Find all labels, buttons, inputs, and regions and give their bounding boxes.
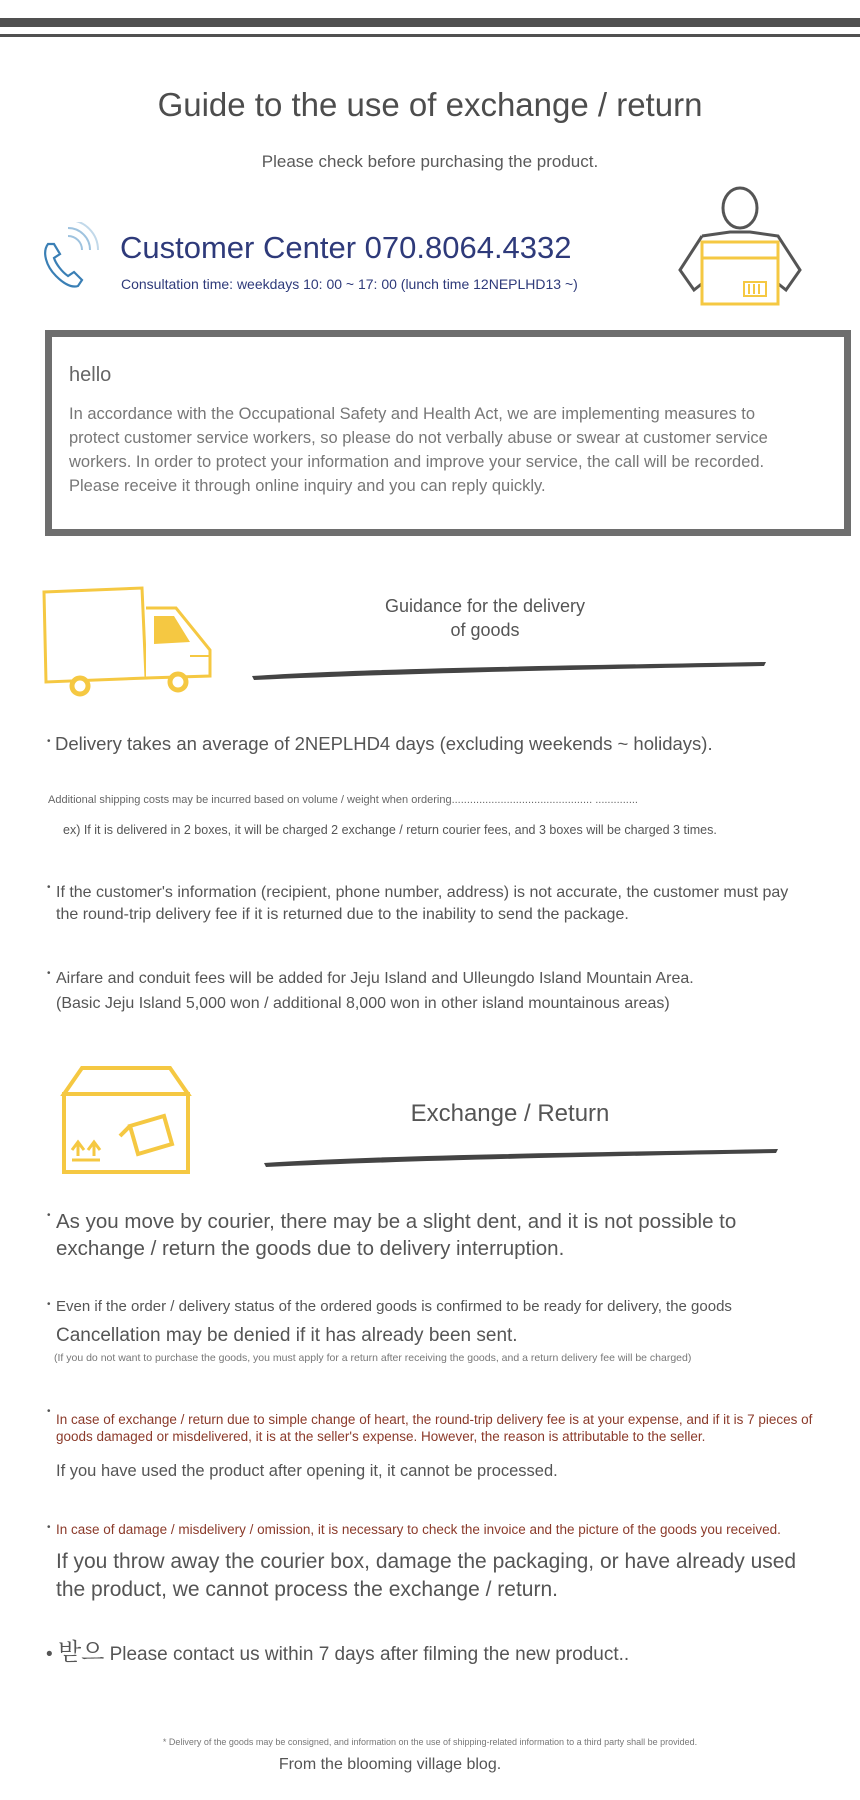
- exchange-item-cancellation: Cancellation may be denied if it has already been sent.: [56, 1325, 518, 1346]
- footer-note: * Delivery of the goods may be consigned, and information on the use of shipping-related information to a third party shall be provided.: [162, 1737, 698, 1747]
- exchange-item-order-status: Even if the order / delivery status of the ordered goods is confirmed to be ready for delivery, the goods: [56, 1298, 732, 1315]
- delivery-item-island-fees: [56, 966, 796, 1016]
- brush-stroke-divider: [262, 1145, 780, 1169]
- top-rule-thin: [0, 34, 860, 37]
- island-fee-detail: (Basic Jeju Island 5,000 won / additional 8,000 won in other island mountainous areas): [56, 995, 670, 1012]
- footer-source: From the blooming village blog.: [278, 1756, 502, 1773]
- notice-greeting: hello: [69, 364, 112, 386]
- bullet-dot: •: [47, 1210, 51, 1221]
- bullet-dot: •: [47, 1522, 51, 1533]
- exchange-item-courier-box: If you throw away the courier box, damage the packaging, or have already used the product, we cannot process the exchange / return.: [56, 1550, 797, 1601]
- top-rule-thick: [0, 18, 860, 27]
- exchange-item-contact: [46, 1632, 629, 1667]
- phone-icon: [38, 222, 100, 294]
- consultation-hours: Consultation time: weekdays 10: 00 ~ 17: 00 (lunch time 12NEPLHD13 ~): [121, 276, 578, 292]
- box-icon: [60, 1064, 192, 1176]
- worker-icon: [672, 186, 808, 314]
- bullet-dot: •: [47, 968, 51, 979]
- bullet-dot: •: [47, 736, 51, 747]
- notice-body: In accordance with the Occupational Safety and Health Act, we are implementing measures to protect customer service workers, so please do not verbally abuse or swear at customer service workers. In order to protect your information and improve your service, the call will be recorded. Please receive it through online inquiry and you can reply quickly.: [69, 405, 768, 495]
- delivery-heading: Guidance for the delivery of goods: [384, 596, 586, 640]
- contact-text: Please contact us within 7 days after filming the new product..: [109, 1644, 630, 1665]
- exchange-heading: Exchange / Return: [410, 1100, 610, 1127]
- korean-fragment: 받으: [57, 1639, 105, 1666]
- delivery-item-inaccurate-info: If the customer's information (recipient, phone number, address) is not accurate, the customer must pay the round-trip delivery fee if it is returned due to the inability to send the package.: [56, 884, 789, 923]
- brush-stroke-divider: [250, 658, 768, 682]
- exchange-item-change-of-heart: In case of exchange / return due to simple change of heart, the round-trip delivery fee is at your expense, and if it is 7 pieces of goods damaged or misdelivered, it is at the seller's expense. However, the reason is attributable to the seller.: [56, 1412, 813, 1444]
- bullet-dot: •: [47, 1299, 51, 1310]
- bullet-dot: •: [47, 882, 51, 893]
- bullet-dot: •: [47, 1406, 51, 1417]
- delivery-item-days: Delivery takes an average of 2NEPLHD4 days (excluding weekends ~ holidays).: [55, 733, 713, 754]
- exchange-item-damage-check: In case of damage / misdelivery / omission, it is necessary to check the invoice and the picture of the goods you received.: [56, 1522, 781, 1537]
- page-subtitle: Please check before purchasing the product.: [261, 152, 599, 171]
- truck-icon: [40, 586, 212, 700]
- customer-center-title: Customer Center 070.8064.4332: [120, 230, 572, 265]
- island-fee-line: Airfare and conduit fees will be added for Jeju Island and Ulleungdo Island Mountain Area.: [56, 970, 694, 987]
- delivery-item-extra-cost: Additional shipping costs may be incurred based on volume / weight when ordering.............................................. ..............: [48, 794, 638, 806]
- exchange-item-used-product: If you have used the product after opening it, it cannot be processed.: [56, 1462, 558, 1480]
- exchange-item-return-note: (If you do not want to purchase the goods, you must apply for a return after receiving the goods, and a return delivery fee will be charged): [54, 1352, 692, 1364]
- exchange-item-dent: As you move by courier, there may be a slight dent, and it is not possible to exchange / return the goods due to delivery interruption.: [56, 1210, 737, 1260]
- delivery-item-example: ex) If it is delivered in 2 boxes, it will be charged 2 exchange / return courier fees, and 3 boxes will be charged 3 times.: [63, 823, 717, 837]
- bullet-dot: •: [46, 1644, 58, 1665]
- page-title: Guide to the use of exchange / return: [157, 86, 703, 123]
